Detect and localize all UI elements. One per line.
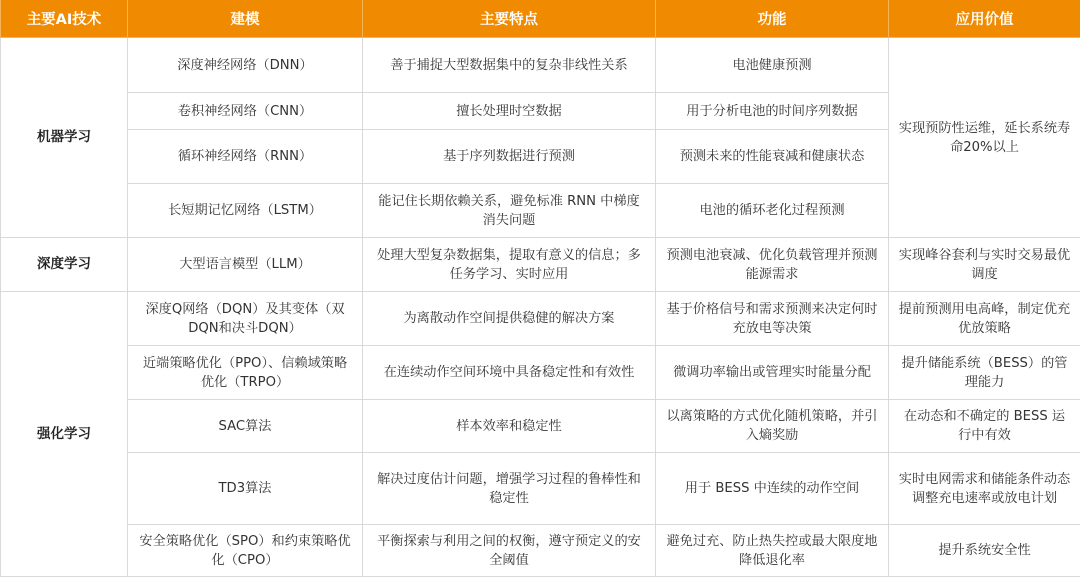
header-function: 功能 bbox=[656, 0, 889, 38]
function-cell: 预测未来的性能衰减和健康状态 bbox=[656, 130, 889, 184]
feature-cell: 解决过度估计问题，增强学习过程的鲁棒性和稳定性 bbox=[363, 453, 656, 525]
table-row bbox=[1, 38, 1080, 93]
feature-cell: 平衡探索与利用之间的权衡，遵守预定义的安全阈值 bbox=[363, 525, 656, 577]
function-cell: 电池健康预测 bbox=[656, 38, 889, 93]
model-cell: 安全策略优化（SPO）和约束策略优化（CPO） bbox=[128, 525, 363, 577]
value-cell: 实现峰谷套利与实时交易最优调度 bbox=[889, 238, 1080, 292]
table-row bbox=[1, 453, 1080, 525]
feature-cell: 处理大型复杂数据集，提取有意义的信息；多任务学习、实时应用 bbox=[363, 238, 656, 292]
table-row bbox=[1, 346, 1080, 400]
function-cell: 避免过充、防止热失控或最大限度地降低退化率 bbox=[656, 525, 889, 577]
table-row bbox=[1, 400, 1080, 453]
function-cell: 用于分析电池的时间序列数据 bbox=[656, 93, 889, 130]
category-deep-learning: 深度学习 bbox=[1, 238, 128, 292]
model-cell: 近端策略优化（PPO）、信赖域策略优化（TRPO） bbox=[128, 346, 363, 400]
feature-cell: 在连续动作空间环境中具备稳定性和有效性 bbox=[363, 346, 656, 400]
model-cell: 深度神经网络（DNN） bbox=[128, 38, 363, 93]
model-cell: 深度Q网络（DQN）及其变体（双DQN和决斗DQN） bbox=[128, 292, 363, 346]
category-machine-learning: 机器学习 bbox=[1, 38, 128, 238]
feature-cell: 能记住长期依赖关系，避免标准 RNN 中梯度消失问题 bbox=[363, 184, 656, 238]
model-cell: 大型语言模型（LLM） bbox=[128, 238, 363, 292]
model-cell: 长短期记忆网络（LSTM） bbox=[128, 184, 363, 238]
function-cell: 微调功率输出或管理实时能量分配 bbox=[656, 346, 889, 400]
value-cell: 提升系统安全性 bbox=[889, 525, 1080, 577]
model-cell: SAC算法 bbox=[128, 400, 363, 453]
function-cell: 电池的循环老化过程预测 bbox=[656, 184, 889, 238]
function-cell: 基于价格信号和需求预测来决定何时充放电等决策 bbox=[656, 292, 889, 346]
feature-cell: 为离散动作空间提供稳健的解决方案 bbox=[363, 292, 656, 346]
table-row bbox=[1, 238, 1080, 292]
model-cell: TD3算法 bbox=[128, 453, 363, 525]
feature-cell: 善于捕捉大型数据集中的复杂非线性关系 bbox=[363, 38, 656, 93]
value-cell: 实现预防性运维，延长系统寿命20%以上 bbox=[889, 38, 1080, 238]
feature-cell: 擅长处理时空数据 bbox=[363, 93, 656, 130]
value-cell: 在动态和不确定的 BESS 运行中有效 bbox=[889, 400, 1080, 453]
value-cell: 实时电网需求和储能条件动态调整充电速率或放电计划 bbox=[889, 453, 1080, 525]
function-cell: 用于 BESS 中连续的动作空间 bbox=[656, 453, 889, 525]
table-header-row bbox=[1, 0, 1080, 38]
feature-cell: 样本效率和稳定性 bbox=[363, 400, 656, 453]
function-cell: 预测电池衰减、优化负载管理并预测能源需求 bbox=[656, 238, 889, 292]
table-row bbox=[1, 525, 1080, 577]
model-cell: 卷积神经网络（CNN） bbox=[128, 93, 363, 130]
value-cell: 提升储能系统（BESS）的管理能力 bbox=[889, 346, 1080, 400]
header-value: 应用价值 bbox=[889, 0, 1080, 38]
table-row bbox=[1, 292, 1080, 346]
header-technology: 主要AI技术 bbox=[1, 0, 128, 38]
model-cell: 循环神经网络（RNN） bbox=[128, 130, 363, 184]
category-reinforcement-learning: 强化学习 bbox=[1, 292, 128, 577]
header-feature: 主要特点 bbox=[363, 0, 656, 38]
function-cell: 以离策略的方式优化随机策略，并引入熵奖励 bbox=[656, 400, 889, 453]
header-model: 建模 bbox=[128, 0, 363, 38]
value-cell: 提前预测用电高峰，制定优充优放策略 bbox=[889, 292, 1080, 346]
feature-cell: 基于序列数据进行预测 bbox=[363, 130, 656, 184]
